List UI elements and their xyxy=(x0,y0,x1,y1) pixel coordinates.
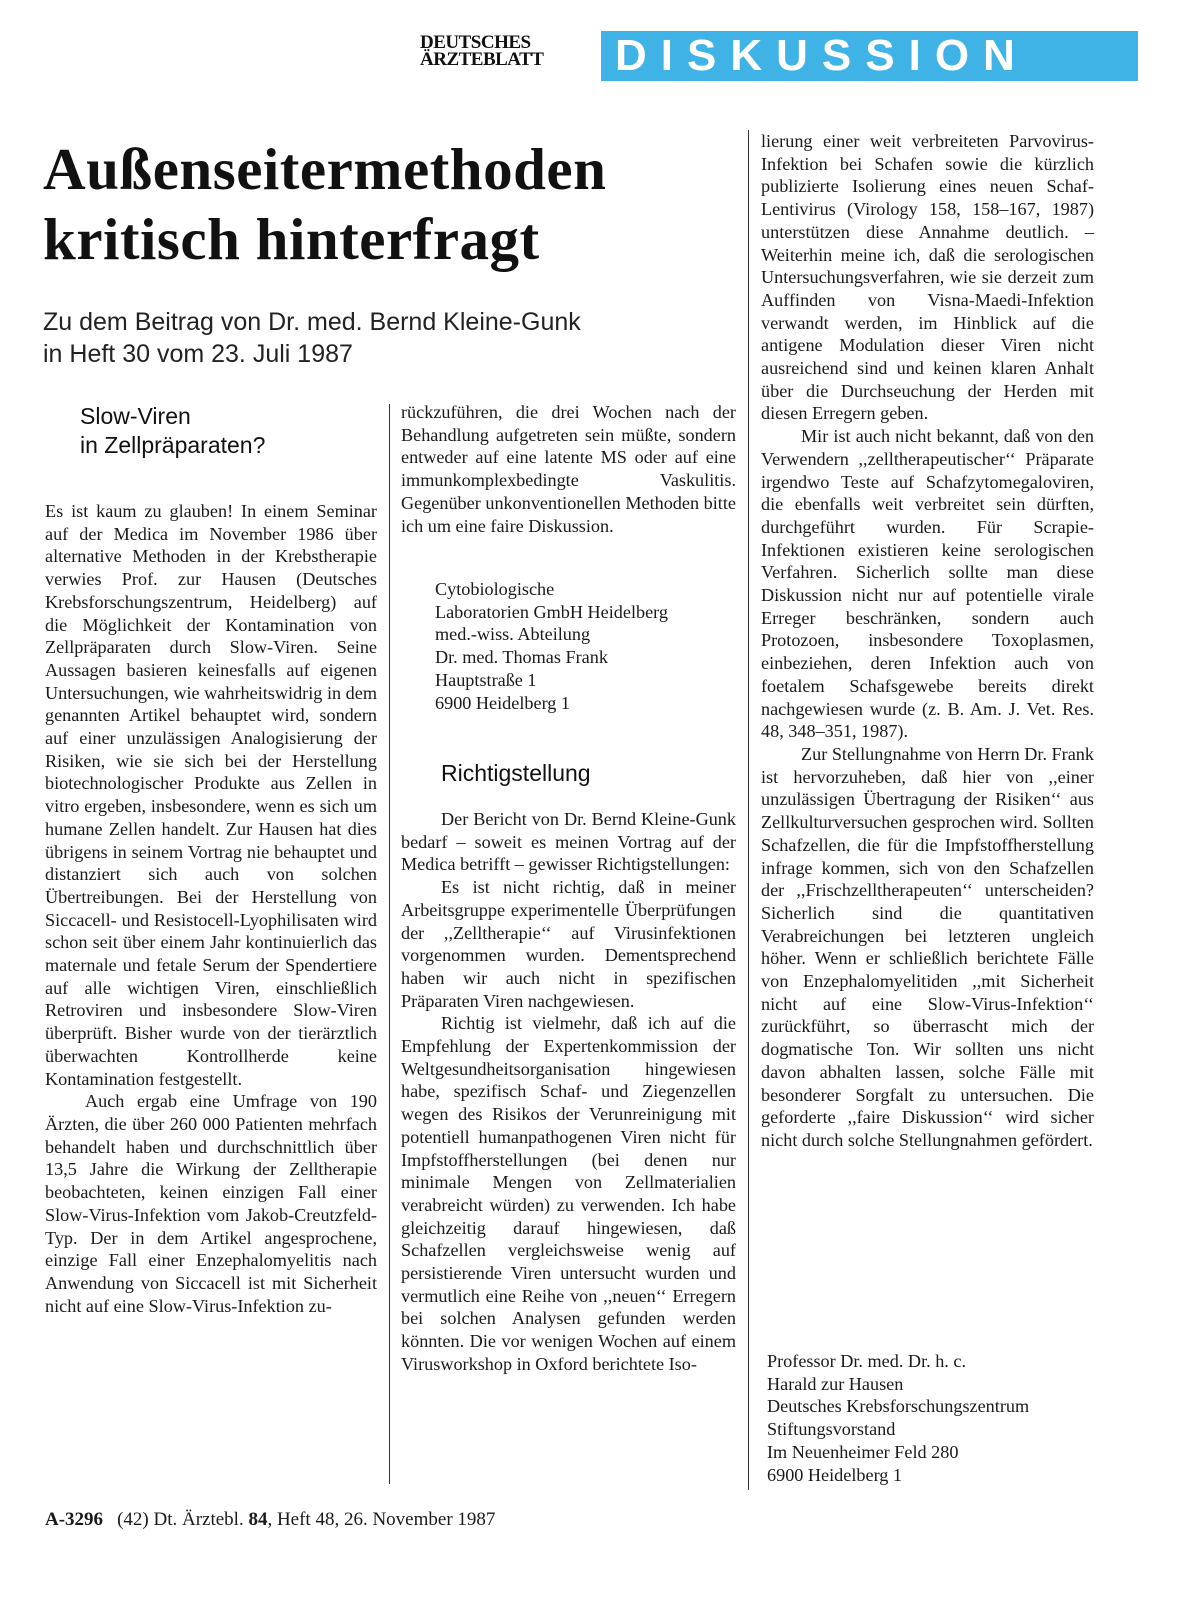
column-divider xyxy=(389,404,390,1484)
masthead-line1: DEUTSCHES xyxy=(420,32,531,53)
masthead-line2: ÄRZTEBLATT xyxy=(420,49,544,70)
issue-suffix: , Heft 48, 26. November 1987 xyxy=(267,1509,496,1530)
page-code: A-3296 xyxy=(45,1509,104,1530)
column-3 xyxy=(761,130,1094,1152)
subheadline-line2: in Heft 30 vom 23. Juli 1987 xyxy=(43,340,353,368)
section-banner: DISKUSSION xyxy=(601,31,1138,81)
letter2-paragraph: Mir ist auch nicht bekannt, daß von den Verwendern ,,zelltherapeutischer‘‘ Präparate irgendwo Teste auf Schafzytomegaloviren, die ebenfalls weit verbreitet sein dürften, durchgeführt wurden. Für Scrapie-Infektionen existieren keine serologischen Verfahren. Sicherlich sollte man diese Diskussion nicht nur auf potentielle virale Erreger beschränken, sondern auch Protozoen, insbesondere Toxoplasmen, einbeziehen, deren Infektion auch von foetalem Schafsgewebe bereits direkt nachgewiesen wurde (z. B. Am. J. Vet. Res. 48, 348–351, 1987). xyxy=(761,426,1094,742)
letter2-paragraph: lierung einer weit verbreiteten Parvovirus-Infektion bei Schafen sowie die kürzlich publizierte Isolierung eines neuen Schaf-Lentivirus (Virology 158, 158–167, 1987) unterstützen diese Annahme deutlich. – Weiterhin meine ich, daß die serologischen Untersuchungsverfahren, wie sie derzeit zum Auffinden von Visna-Maedi-Infektion verwandt werden, im Hinblick auf die antigene Modulation dieser Viren nicht ausreichend sind und keinen klaren Anhalt über die Durchseuchung der Herden mit diesen Erregern geben. xyxy=(761,131,1094,424)
letter2-heading: Richtigstellung xyxy=(441,760,591,786)
headline-line2: kritisch hinterfragt xyxy=(43,206,540,272)
letter2-signature: Professor Dr. med. Dr. h. c. Harald zur Hausen Deutsches Krebsforschungszentrum Stiftungsvorstand Im Neuenheimer Feld 280 6900 Heidelberg 1 xyxy=(767,1351,1030,1485)
issue-prefix: (42) Dt. Ärztebl. xyxy=(117,1509,244,1530)
masthead-logo xyxy=(420,34,560,68)
article-headline xyxy=(43,134,783,274)
letter1-signature: Cytobiologische Laboratorien GmbH Heidelberg med.-wiss. Abteilung Dr. med. Thomas Frank Hauptstraße 1 6900 Heidelberg 1 xyxy=(435,579,668,713)
volume-number: 84 xyxy=(248,1509,268,1530)
letter2-paragraph: Es ist nicht richtig, daß in meiner Arbeitsgruppe experimentelle Überprüfungen der ,,Zelltherapie‘‘ auf Virusinfektionen vorgenommen wurden. Dementsprechend haben wir auch nicht in spezifischen Präparaten Viren nachgewiesen. xyxy=(401,877,736,1011)
letter1-continuation: rückzuführen, die drei Wochen nach der Behandlung aufgetreten sein müßte, sondern entweder auf eine latente MS oder auf eine immunkomplexbedingte Vaskulitis. Gegenüber unkonventionellen Methoden bitte ich um eine faire Diskussion. xyxy=(401,402,736,536)
subheadline-line1: Zu dem Beitrag von Dr. med. Bernd Kleine-Gunk xyxy=(43,308,581,336)
letter1-paragraph: Es ist kaum zu glauben! In einem Seminar auf der Medica im November 1986 über alternative Methoden in der Krebstherapie verwies Prof. zur Hausen (Deutsches Krebsforschungszentrum, Heidelberg) auf die Möglichkeit der Kontamination von Zellpräparaten durch Slow-Viren. Seine Aussagen basieren keinesfalls auf eigenen Untersuchungen, wie wahrheitswidrig in dem genannten Artikel behauptet wird, sondern auf einer unzulässigen Analogisierung der Risiken, wie sie sich bei der Herstellung biotechnologischer Produkte aus Zellen in vitro ergeben, insbesondere, wenn es sich um humane Zellen handelt. Zur Hausen hat dies übrigens in seinem Vortrag nie behauptet und distanziert sich auch von solchen Übertreibungen. Bei der Herstellung von Siccacell- und Resistocell-Lyophilisaten wird schon seit über einem Jahr kontinuierlich das maternale und fetale Serum der Spendertiere auf alle wichtigen Viren, einschließlich Retroviren und insbesondere Slow-Viren überprüft. Bisher wurde von der tierärztlich überwachten Kontrollherde keine Kontamination festgestellt. xyxy=(45,501,377,1089)
letter1-heading: Slow-Viren in Zellpräparaten? xyxy=(80,403,266,458)
column-divider xyxy=(748,130,749,1490)
page-footer xyxy=(45,1509,495,1531)
letter1-paragraph: Auch ergab eine Umfrage von 190 Ärzten, die über 260 000 Patienten mehrfach behandelt haben und durchschnittlich über 13,5 Jahre die Wirkung der Zelltherapie beobachteten, keinen einzigen Fall einer Slow-Virus-Infektion vom Jakob-Creutzfeld-Typ. Der in dem Artikel angesprochene, einzige Fall einer Enzephalomyelitis nach Anwendung von Siccacell ist mit Sicherheit nicht auf eine Slow-Virus-Infektion zu- xyxy=(45,1091,377,1316)
column-1 xyxy=(45,500,377,1317)
column-2 xyxy=(401,401,736,537)
headline-line1: Außenseitermethoden xyxy=(43,136,607,202)
letter2-paragraph: Der Bericht von Dr. Bernd Kleine-Gunk bedarf – soweit es meinen Vortrag auf der Medica betrifft – gewisser Richtigstellungen: xyxy=(401,809,736,875)
letter2-paragraph: Richtig ist vielmehr, daß ich auf die Empfehlung der Expertenkommission der Weltgesundheitsorganisation hingewiesen habe, spezifisch Schaf- und Ziegenzellen wegen des Risikos der Verunreinigung mit potentiell humanpathogenen Viren nicht für Impfstoffherstellungen (bei denen nur minimale Mengen von Zellmaterialien verabreicht würden) zu verwenden. Ich habe gleichzeitig darauf hingewiesen, daß Schafzellen vergleichsweise wenig auf persistierende Viren untersucht wurden und vermutlich eine Reihe von ,,neuen‘‘ Erregern bei solchen Analysen gefunden werden könnten. Die vor wenigen Wochen auf einem Virusworkshop in Oxford berichtete Iso- xyxy=(401,1013,736,1374)
article-subheadline xyxy=(43,306,783,370)
letter2-paragraph: Zur Stellungnahme von Herrn Dr. Frank ist hervorzuheben, daß hier von ,,einer unzulässigen Übertragung der Risiken‘‘ aus Zellkulturversuchen gesprochen wird. Sollten Schafzellen, die für die Impfstoffherstellung infrage kommen, sich von den Schafzellen der ,,Frischzelltherapeuten‘‘ unterscheiden? Sicherlich sind die quantitativen Verabreichungen bei letzteren ungleich höher. Wenn er schließlich berichtete Fälle von Enzephalomyelitiden ,,mit Sicherheit nicht auf eine Slow-Virus-Infektion‘‘ zurückführt, so überrascht mich der dogmatische Ton. Wir sollten uns nicht davon abhalten lassen, solche Fälle mit besonderer Sorgfalt zu untersuchen. Die geforderte ,,faire Diskussion‘‘ wird sicher nicht durch solche Stellungnahmen gefördert. xyxy=(761,743,1094,1150)
column-2-letter2 xyxy=(401,808,736,1376)
